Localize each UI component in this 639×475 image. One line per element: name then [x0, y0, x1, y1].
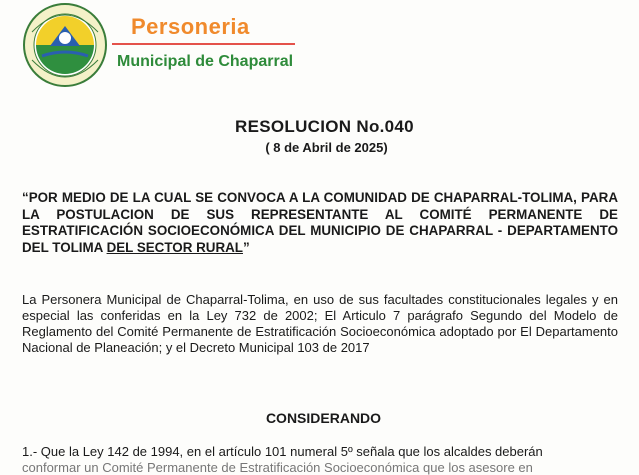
personeria-logo — [22, 2, 108, 88]
resolution-date: ( 8 de Abril de 2025) — [265, 140, 388, 155]
considerando-heading: CONSIDERANDO — [265, 410, 382, 426]
heading-closing-quote: ” — [242, 239, 250, 255]
considerando-item-1-continuation: conformar un Comité Permanente de Estratificación Socioeconómica que los asesore en — [22, 460, 533, 475]
org-subtitle: Municipal de Chaparral — [117, 53, 294, 70]
resolution-heading — [22, 190, 618, 256]
resolution-title: RESOLUCION No.040 — [235, 117, 414, 136]
org-name: Personeria — [131, 14, 250, 39]
preamble-paragraph: La Personera Municipal de Chaparral-Tolima, en uso de sus facultades constitucionales legales y en especial las conferidas en la Ley 732 de 2002; El Articulo 7 parágrafo Segundo del Modelo de Reglamento del Comité Permanente de Estratificación Socioeconómica adoptado por El Departamento Nacional de Planeación; y el Decreto Municipal 103 de 2017 — [22, 292, 618, 355]
considerando-item-1: 1.- Que la Ley 142 de 1994, en el artículo 101 numeral 5º señala que los alcaldes deberán — [22, 444, 543, 459]
heading-underlined: DEL SECTOR RURAL — [106, 239, 243, 255]
header-divider — [112, 43, 295, 45]
heading-text: “POR MEDIO DE LA CUAL SE CONVOCA A LA COMUNIDAD DE CHAPARRAL-TOLIMA, PARA LA POSTULACION DE SUS REPRESENTANTE AL COMITÉ PERMANENTE DE ESTRATIFICACIÓN SOCIOECONÓMICA DEL MUNICIPIO DE CHAPARRAL - DEPARTAMENTO DEL TOLIMA — [22, 190, 618, 255]
